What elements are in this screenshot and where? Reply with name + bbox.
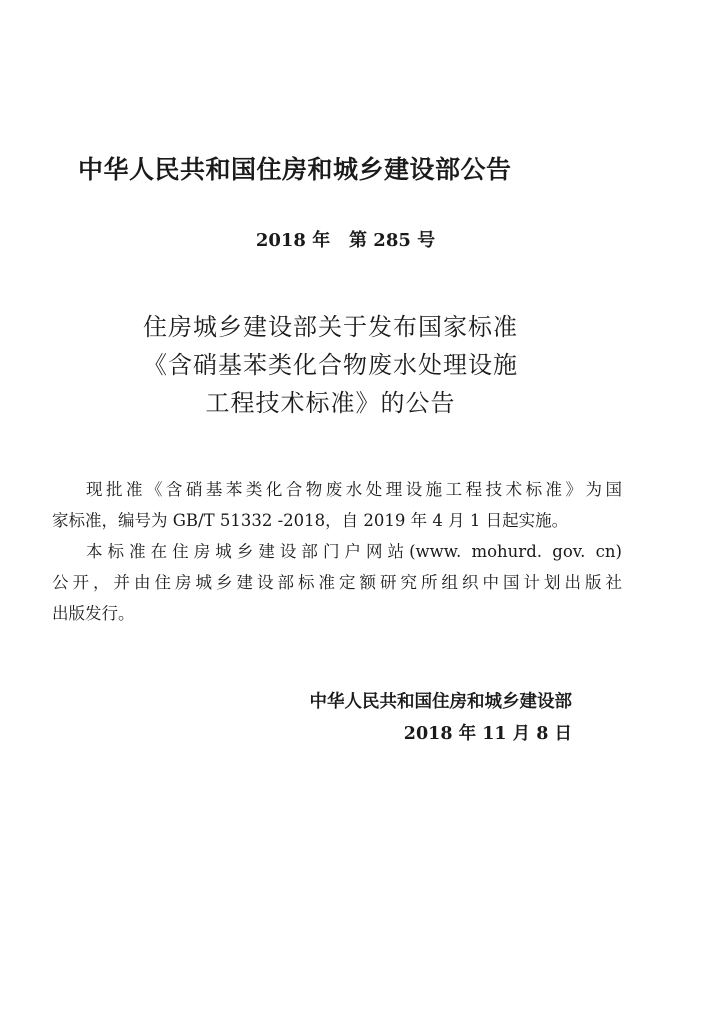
announcement-body — [52, 474, 622, 629]
body-line-4: 公开，并由住房城乡建设部标准定额研究所组织中国计划出版社 — [52, 573, 622, 592]
issue-number: 2018 年 第 285 号 — [255, 230, 436, 251]
body-line-3: 本标准在住房城乡建设部门户网站(www. mohurd. gov. cn) — [86, 542, 622, 561]
title-line-2: 《含硝基苯类化合物废水处理设施 — [143, 351, 518, 379]
issue-number-line — [0, 226, 701, 252]
body-line-2: 家标准，编号为 GB/T 51332 -2018，自 2019 年 4 月 1 日起实施。 — [52, 511, 569, 530]
title-line-1: 住房城乡建设部关于发布国家标准 — [143, 313, 518, 341]
issuer-name: 中华人民共和国住房和城乡建设部 — [309, 692, 572, 712]
title-line-3: 工程技术标准》的公告 — [205, 389, 456, 417]
body-line-1: 现批准《含硝基苯类化合物废水处理设施工程技术标准》为国 — [86, 480, 622, 499]
body-line-5: 出版发行。 — [52, 604, 135, 623]
document-title — [0, 308, 681, 422]
signature-block — [0, 686, 572, 750]
issue-date: 2018 年 11 月 8 日 — [403, 724, 572, 744]
masthead-authority: 中华人民共和国住房和城乡建设部公告 — [78, 155, 512, 184]
